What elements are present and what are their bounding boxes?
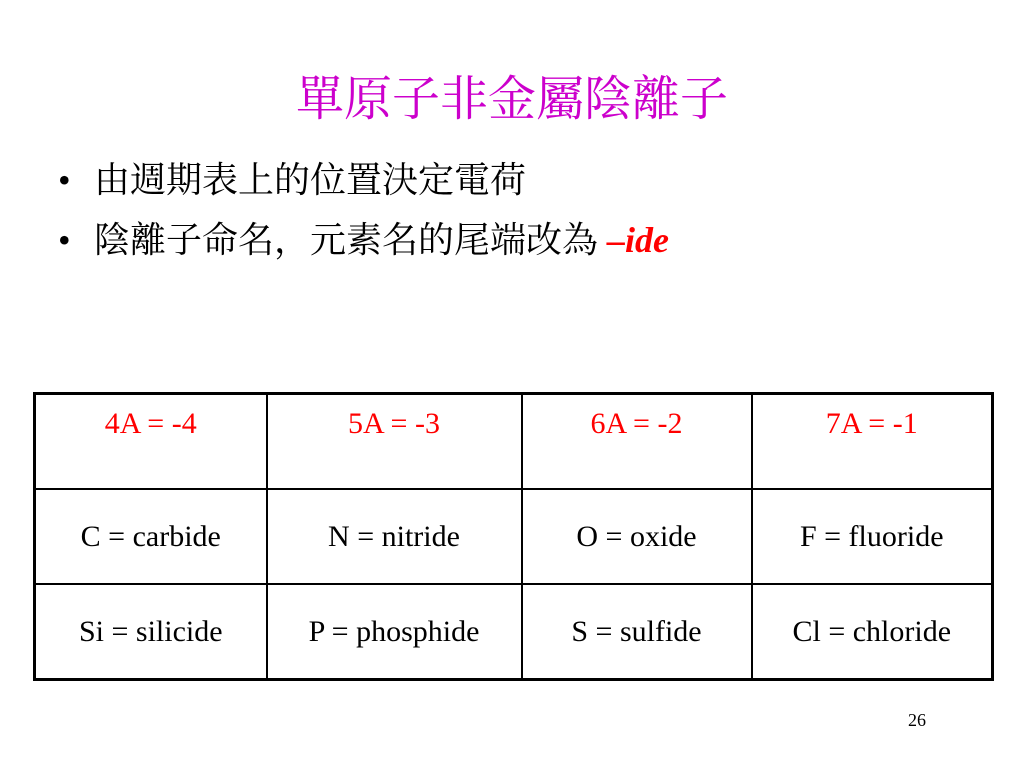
- table-cell: S = sulfide: [522, 584, 752, 680]
- table-header-cell: 5A = -3: [267, 394, 522, 490]
- table-header-cell: 7A = -1: [752, 394, 993, 490]
- table-header-cell: 6A = -2: [522, 394, 752, 490]
- ide-suffix: –ide: [607, 220, 669, 260]
- table-cell: O = oxide: [522, 489, 752, 584]
- table-cell: Si = silicide: [35, 584, 267, 680]
- table-cell: P = phosphide: [267, 584, 522, 680]
- slide-title: 單原子非金屬陰離子: [295, 73, 728, 126]
- bullet-text: 陰離子命名，元素名的尾端改為: [94, 220, 608, 260]
- table-header-cell: 4A = -4: [35, 394, 267, 490]
- bullet-dot: •: [58, 220, 71, 260]
- table-cell: F = fluoride: [752, 489, 993, 584]
- table-cell: C = carbide: [35, 489, 267, 584]
- ion-naming-table: [33, 392, 994, 681]
- table-header-row: [35, 394, 993, 490]
- table-cell: N = nitride: [267, 489, 522, 584]
- bullet-dot: •: [58, 160, 71, 200]
- bullet-item: [58, 210, 669, 270]
- bullet-item: [58, 150, 669, 210]
- table-cell: Cl = chloride: [752, 584, 993, 680]
- bullet-list: [58, 150, 669, 270]
- bullet-text: 由週期表上的位置決定電荷: [94, 160, 527, 200]
- table-row: [35, 584, 993, 680]
- table-row: [35, 489, 993, 584]
- page-number: 26: [908, 710, 926, 730]
